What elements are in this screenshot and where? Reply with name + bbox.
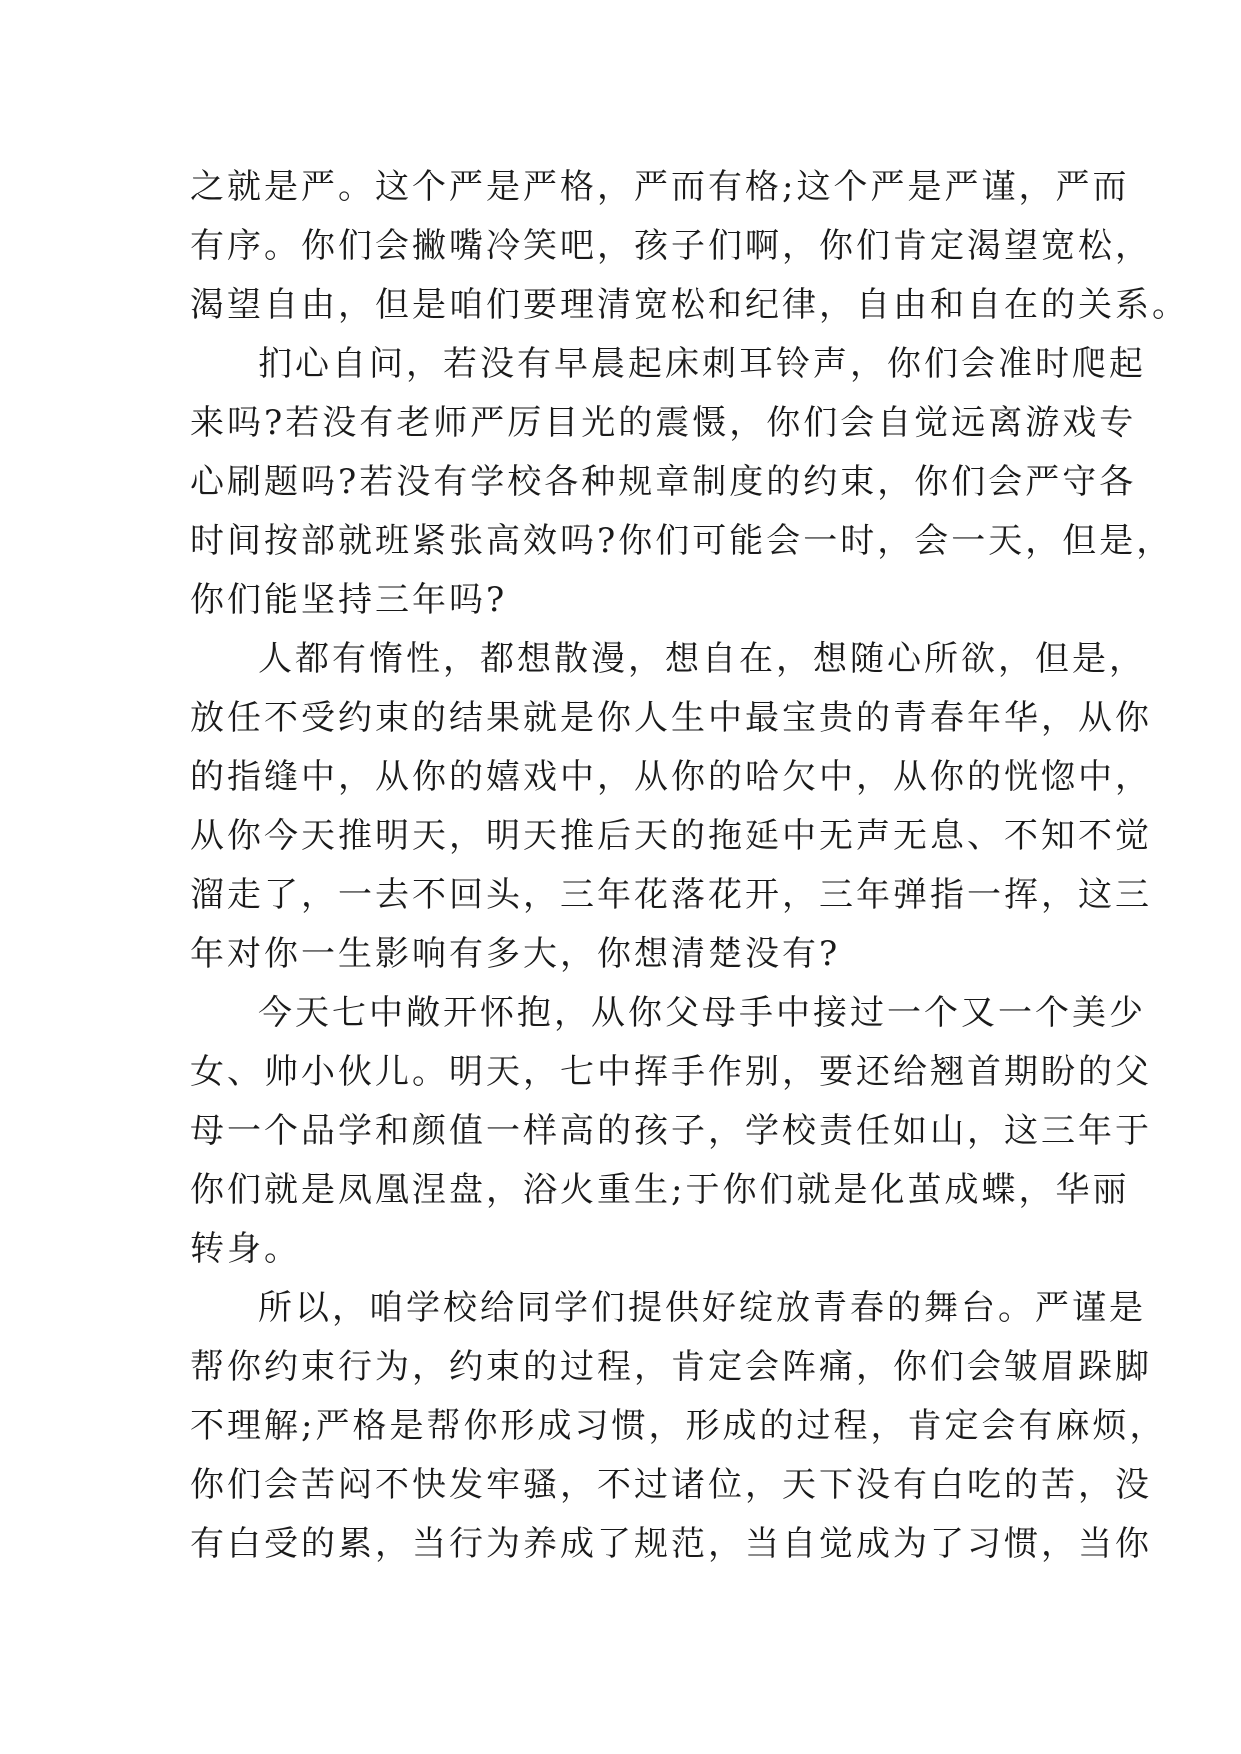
text-line: 从你今天推明天，明天推后天的拖延中无声无息、不知不觉 [190,816,1152,856]
text-line: 来吗?若没有老师严厉目光的震慑，你们会自觉远离游戏专 [190,403,1137,443]
text-line: 母一个品学和颜值一样高的孩子，学校责任如山，这三年于 [190,1111,1152,1151]
text-line: 渴望自由，但是咱们要理清宽松和纪律，自由和自在的关系。 [190,285,1189,325]
text-line: 你们能坚持三年吗? [190,580,508,620]
text-line: 扪心自问，若没有早晨起床刺耳铃声，你们会准时爬起 [258,344,1146,384]
text-line: 人都有惰性，都想散漫，想自在，想随心所欲，但是， [258,639,1146,679]
text-line: 你们就是凤凰涅盘，浴火重生;于你们就是化茧成蝶，华丽 [190,1170,1130,1210]
text-line: 你们会苦闷不快发牢骚，不过诸位，天下没有白吃的苦，没 [190,1465,1152,1505]
text-line: 转身。 [190,1229,301,1269]
text-line: 女、帅小伙儿。明天，七中挥手作别，要还给翘首期盼的父 [190,1052,1152,1092]
text-line: 不理解;严格是帮你形成习惯，形成的过程，肯定会有麻烦， [190,1406,1167,1446]
body-text [190,158,1189,1574]
text-line: 放任不受约束的结果就是你人生中最宝贵的青春年华，从你 [190,698,1152,738]
text-line: 的指缝中，从你的嬉戏中，从你的哈欠中，从你的恍惚中， [190,757,1152,797]
text-line: 溜走了，一去不回头，三年花落花开，三年弹指一挥，这三 [190,875,1152,915]
text-line: 有白受的累，当行为养成了规范，当自觉成为了习惯，当你 [190,1524,1152,1564]
text-line: 心刷题吗?若没有学校各种规章制度的约束，你们会严守各 [190,462,1137,502]
text-line: 有序。你们会撇嘴冷笑吧，孩子们啊，你们肯定渴望宽松， [190,226,1152,266]
text-line: 之就是严。这个严是严格，严而有格;这个严是严谨，严而 [190,167,1130,207]
text-line: 年对你一生影响有多大，你想清楚没有? [190,934,841,974]
text-line: 时间按部就班紧张高效吗?你们可能会一时，会一天，但是， [190,521,1174,561]
text-line: 今天七中敞开怀抱，从你父母手中接过一个又一个美少 [258,993,1146,1033]
text-line: 所以，咱学校给同学们提供好绽放青春的舞台。严谨是 [258,1288,1146,1328]
text-line: 帮你约束行为，约束的过程，肯定会阵痛，你们会皱眉跺脚 [190,1347,1152,1387]
